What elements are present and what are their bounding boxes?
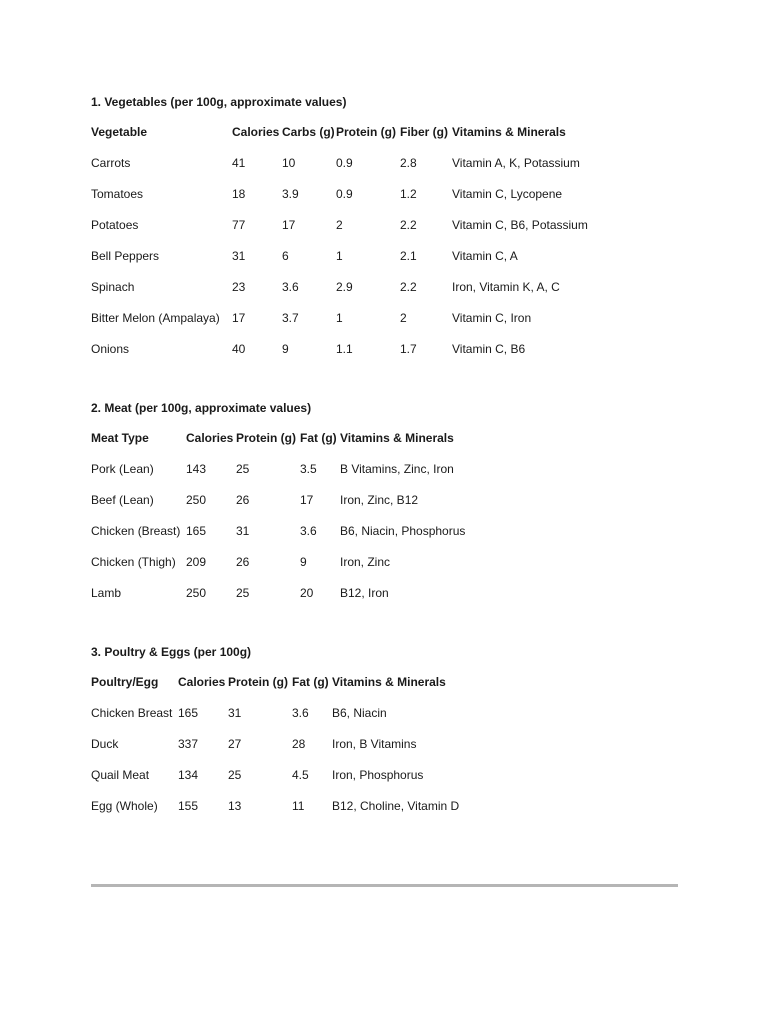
table-cell: 337 <box>178 737 199 751</box>
table-row <box>91 521 465 552</box>
table-cell: 143 <box>186 462 207 476</box>
table-cell: 3.6 <box>292 706 309 720</box>
poultry-header-row <box>91 672 459 703</box>
table-cell: 250 <box>186 493 207 507</box>
table-cell: 209 <box>186 555 207 569</box>
table-cell: 17 <box>232 311 246 325</box>
table-row <box>91 339 588 370</box>
table-cell: Quail Meat <box>91 768 150 782</box>
table-cell: Iron, Phosphorus <box>332 768 424 782</box>
table-cell: 3.6 <box>282 280 299 294</box>
table-cell: Lamb <box>91 586 122 600</box>
table-cell: Duck <box>91 737 119 751</box>
table-cell: 2 <box>336 218 343 232</box>
table-cell: 31 <box>232 249 246 263</box>
table-cell: 165 <box>178 706 199 720</box>
table-cell: Vitamin C, Lycopene <box>452 187 563 201</box>
table-cell: 2.2 <box>400 280 417 294</box>
table-cell: 2.9 <box>336 280 353 294</box>
table-cell: Chicken (Thigh) <box>91 555 176 569</box>
table-cell: Vitamin C, Iron <box>452 311 532 325</box>
table-row <box>91 459 465 490</box>
table-cell: Beef (Lean) <box>91 493 154 507</box>
table-cell: 40 <box>232 342 246 356</box>
table-cell: 27 <box>228 737 242 751</box>
table-cell: 0.9 <box>336 187 353 201</box>
column-header: Fat (g) <box>300 431 337 445</box>
column-header: Protein (g) <box>336 125 396 139</box>
table-cell: 20 <box>300 586 314 600</box>
table-cell: Iron, B Vitamins <box>332 737 417 751</box>
table-cell: Iron, Zinc, B12 <box>340 493 419 507</box>
table-cell: Iron, Zinc <box>340 555 391 569</box>
meat-header-row <box>91 428 465 459</box>
meat-table <box>91 428 465 614</box>
table-cell: 13 <box>228 799 242 813</box>
table-cell: 31 <box>236 524 250 538</box>
table-cell: Vitamin C, A <box>452 249 518 263</box>
table-cell: 3.9 <box>282 187 299 201</box>
table-cell: Iron, Vitamin K, A, C <box>452 280 560 294</box>
table-cell: 25 <box>236 586 250 600</box>
table-cell: 1.1 <box>336 342 353 356</box>
table-cell: 3.6 <box>300 524 317 538</box>
table-cell: Vitamin C, B6 <box>452 342 526 356</box>
table-cell: Bell Peppers <box>91 249 160 263</box>
table-cell: 3.5 <box>300 462 317 476</box>
table-cell: 1 <box>336 311 343 325</box>
table-cell: 9 <box>282 342 289 356</box>
table-row <box>91 796 459 827</box>
table-cell: 18 <box>232 187 246 201</box>
table-cell: 41 <box>232 156 246 170</box>
column-header: Poultry/Egg <box>91 675 159 689</box>
table-row <box>91 277 588 308</box>
table-cell: Chicken Breast <box>91 706 173 720</box>
table-cell: 9 <box>300 555 307 569</box>
poultry-table <box>91 672 459 827</box>
table-cell: 6 <box>282 249 289 263</box>
column-header: Fat (g) <box>292 675 329 689</box>
table-row <box>91 765 459 796</box>
table-cell: B Vitamins, Zinc, Iron <box>340 462 454 476</box>
table-cell: B6, Niacin <box>332 706 387 720</box>
vegetables-section <box>91 92 588 370</box>
column-header: Carbs (g) <box>282 125 335 139</box>
table-cell: Potatoes <box>91 218 139 232</box>
table-row <box>91 153 588 184</box>
table-cell: 4.5 <box>292 768 309 782</box>
table-cell: 31 <box>228 706 242 720</box>
table-row <box>91 552 465 583</box>
vegetables-title: 1. Vegetables (per 100g, approximate values) <box>91 95 347 109</box>
column-header: Vitamins & Minerals <box>452 125 566 139</box>
column-header: Calories <box>178 675 226 689</box>
table-row <box>91 215 588 246</box>
table-cell: 0.9 <box>336 156 353 170</box>
table-row <box>91 734 459 765</box>
poultry-title: 3. Poultry & Eggs (per 100g) <box>91 645 252 659</box>
table-row <box>91 246 588 277</box>
table-cell: B12, Iron <box>340 586 389 600</box>
table-row <box>91 703 459 734</box>
table-cell: 1 <box>336 249 343 263</box>
table-row <box>91 184 588 215</box>
table-cell: 250 <box>186 586 207 600</box>
column-header: Vitamins & Minerals <box>340 431 454 445</box>
table-cell: 17 <box>282 218 296 232</box>
horizontal-divider <box>91 884 678 887</box>
table-cell: B6, Niacin, Phosphorus <box>340 524 466 538</box>
table-cell: Chicken (Breast) <box>91 524 181 538</box>
table-cell: Spinach <box>91 280 135 294</box>
vegetables-table <box>91 122 588 370</box>
table-cell: Vitamin C, B6, Potassium <box>452 218 588 232</box>
table-cell: 2.1 <box>400 249 417 263</box>
table-cell: Tomatoes <box>91 187 144 201</box>
table-cell: 165 <box>186 524 207 538</box>
table-cell: 11 <box>292 799 305 813</box>
column-header: Calories <box>232 125 280 139</box>
table-cell: 1.7 <box>400 342 417 356</box>
table-row <box>91 490 465 521</box>
table-cell: 26 <box>236 493 250 507</box>
table-cell: 17 <box>300 493 314 507</box>
table-cell: 3.7 <box>282 311 299 325</box>
table-cell: 10 <box>282 156 296 170</box>
table-cell: 2.2 <box>400 218 417 232</box>
table-cell: Egg (Whole) <box>91 799 158 813</box>
table-cell: B12, Choline, Vitamin D <box>332 799 460 813</box>
column-header: Fiber (g) <box>400 125 448 139</box>
table-cell: 26 <box>236 555 250 569</box>
table-cell: Carrots <box>91 156 131 170</box>
column-header: Protein (g) <box>228 675 288 689</box>
table-cell: 134 <box>178 768 199 782</box>
table-cell: 23 <box>232 280 246 294</box>
table-cell: 2 <box>400 311 407 325</box>
table-cell: 77 <box>232 218 246 232</box>
table-cell: 1.2 <box>400 187 417 201</box>
table-cell: 2.8 <box>400 156 417 170</box>
table-cell: 25 <box>228 768 242 782</box>
column-header: Vegetable <box>91 125 148 139</box>
table-cell: Pork (Lean) <box>91 462 154 476</box>
table-cell: Onions <box>91 342 130 356</box>
table-cell: 28 <box>292 737 306 751</box>
table-cell: Vitamin A, K, Potassium <box>452 156 580 170</box>
column-header: Meat Type <box>91 431 149 445</box>
column-header: Protein (g) <box>236 431 296 445</box>
meat-title: 2. Meat (per 100g, approximate values) <box>91 401 312 415</box>
column-header: Calories <box>186 431 234 445</box>
table-cell: Bitter Melon (Ampalaya) <box>91 311 220 325</box>
poultry-section <box>91 642 459 827</box>
vegetables-header-row <box>91 122 588 153</box>
table-row <box>91 308 588 339</box>
table-cell: 155 <box>178 799 199 813</box>
table-cell: 25 <box>236 462 250 476</box>
table-row <box>91 583 465 614</box>
column-header: Vitamins & Minerals <box>332 675 446 689</box>
meat-section <box>91 398 465 614</box>
